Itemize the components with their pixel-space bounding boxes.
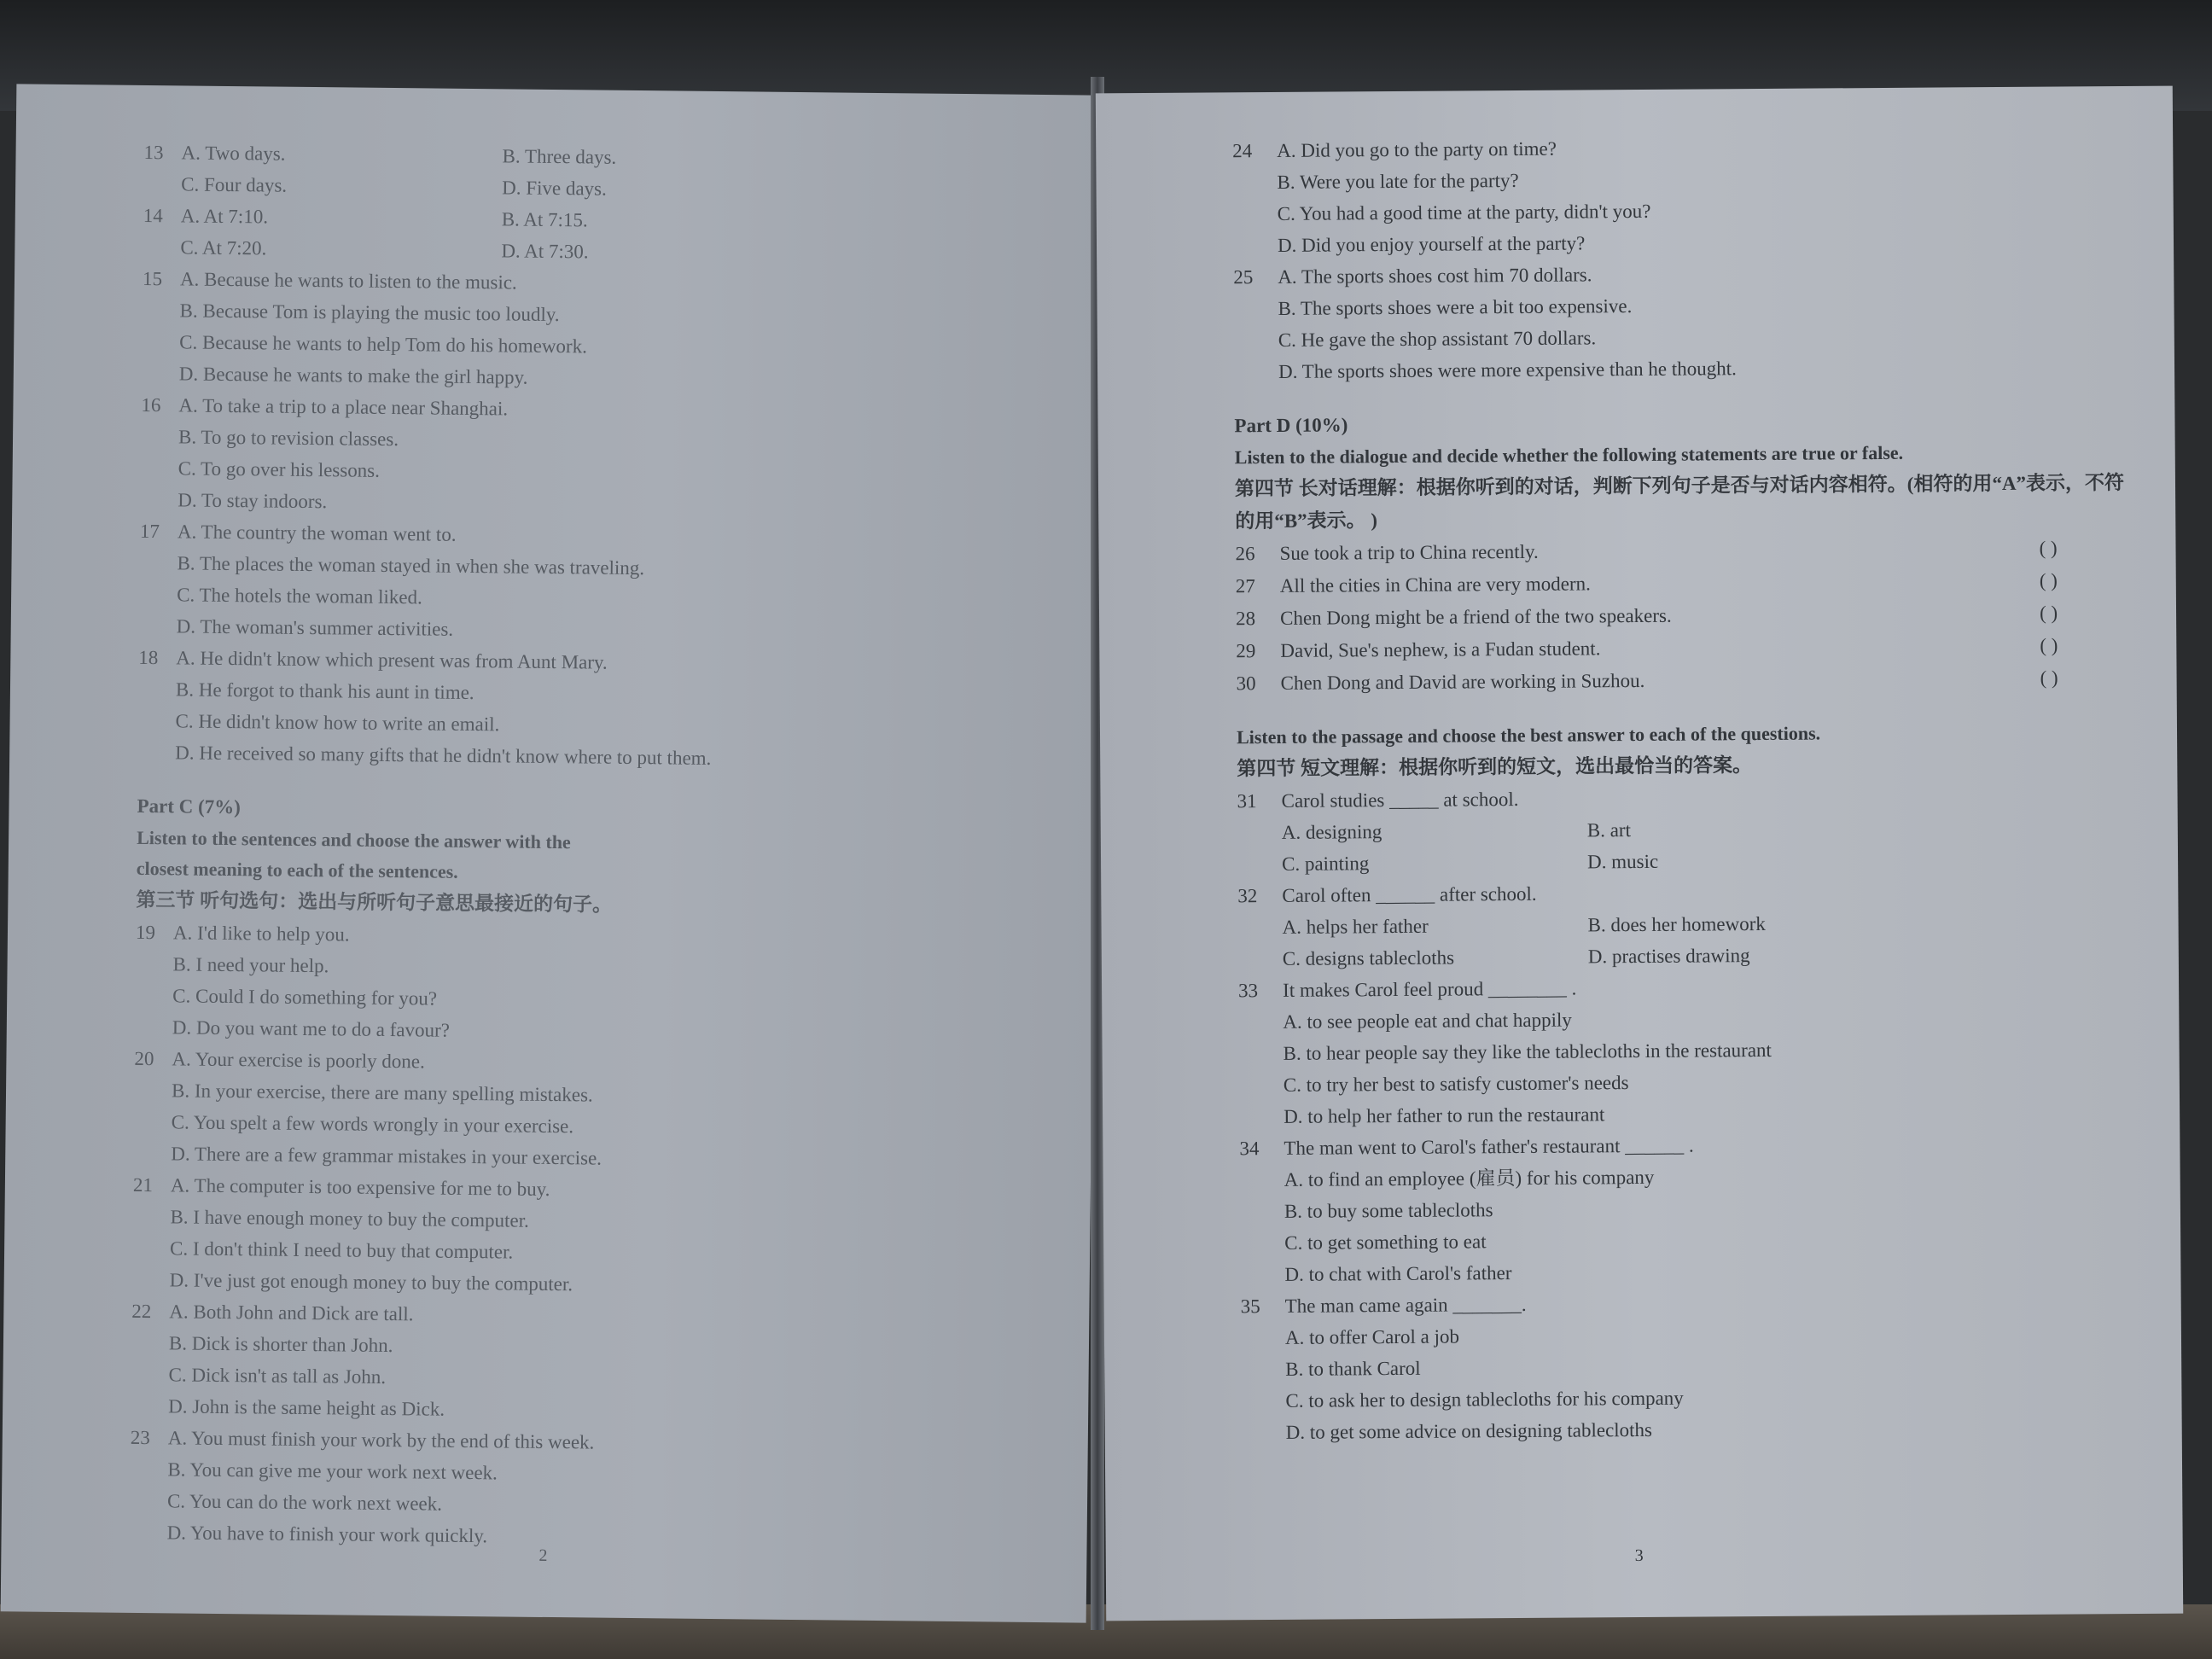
option: A. You must finish your work by the end of this week. [167, 1427, 595, 1453]
option: A. I'd like to help you. [172, 922, 350, 946]
answer-blank: ( ) [2039, 602, 2058, 624]
option: A. The sports shoes cost him 70 dollars. [1278, 264, 1592, 288]
option: C. To go over his lessons. [178, 457, 381, 481]
option: D. to help her father to run the restaurant [1284, 1103, 1605, 1127]
question-number: 17 [139, 520, 160, 543]
question-item [142, 263, 1066, 399]
question-line [1233, 255, 2139, 293]
question-number: 26 [1235, 543, 1255, 565]
question-number: 35 [1240, 1295, 1260, 1318]
part-c-instruction: Listen to the sentences and choose the answer with the closest meaning to each of the sentences. [136, 826, 571, 882]
option: D. Because he wants to make the girl happy. [178, 363, 528, 388]
question-item [143, 137, 1068, 209]
question-stem: Carol often ______ after school. [1282, 882, 1537, 906]
question-number: 34 [1239, 1138, 1260, 1160]
answer-blank: ( ) [2040, 667, 2058, 689]
option: C. At 7:20. [180, 236, 267, 259]
option: C. You can do the work next week. [166, 1490, 443, 1515]
question-number: 31 [1237, 790, 1257, 812]
option: C. You spelt a few words wrongly in your exercise. [171, 1111, 574, 1138]
passage-instruction: Listen to the passage and choose the best answer to each of the questions. [1236, 722, 1821, 748]
option: B. Were you late for the party? [1277, 169, 1519, 193]
option-a: A. At 7:10. [180, 205, 269, 228]
part-c-instruction-cn: 第三节 听句选句：选出与所听句子意思最接近的句子。 [136, 888, 613, 916]
option: A. to see people eat and chat happily [1283, 1009, 1572, 1033]
question-item [143, 200, 1067, 272]
option: B. I have enough money to buy the computer. [170, 1206, 529, 1231]
question-item [139, 515, 1063, 651]
part-d-title: Part D (10%) [1234, 414, 1348, 437]
option: B. art [1586, 819, 1632, 841]
option: A. Did you go to the party on time? [1277, 137, 1557, 161]
answer-blank: ( ) [2039, 537, 2058, 559]
option: B. to buy some tablecloths [1284, 1199, 1493, 1222]
question-line [1237, 779, 2143, 817]
option: B. In your exercise, there are many spelling mistakes. [171, 1080, 593, 1106]
question-number: 20 [134, 1047, 154, 1070]
passage-instruction-cn: 第四节 短文理解：根据你听到的短文，选出最恰当的答案。 [1237, 754, 1753, 780]
statement-text: All the cities in China are very modern. [1279, 573, 1591, 597]
option: D. Did you enjoy yourself at the party? [1277, 232, 1586, 256]
option: C. Dick isn't as tall as John. [168, 1364, 387, 1388]
option: B. does her homework [1587, 912, 1766, 936]
question-item [135, 917, 1059, 1052]
left-questions-top [137, 137, 1068, 777]
question-stem: Carol studies _____ at school. [1281, 788, 1519, 812]
question-item [140, 389, 1064, 525]
option: A. Your exercise is poorly done. [172, 1048, 425, 1073]
question-item [1232, 129, 2139, 261]
option: C. painting [1281, 853, 1370, 875]
option: D. practises drawing [1587, 945, 1750, 968]
question-stem: It makes Carol feel proud ________ . [1283, 977, 1577, 1001]
option: B. To go to revision classes. [178, 426, 399, 451]
option: C. designs tablecloths [1282, 946, 1455, 969]
statement-text: Chen Dong and David are working in Suzhou. [1280, 669, 1645, 694]
question-number: 22 [131, 1300, 152, 1323]
question-item [137, 642, 1062, 777]
question-item [1238, 969, 2145, 1132]
option: D. music [1586, 850, 1659, 873]
question-number: 18 [138, 646, 159, 669]
question-number: 29 [1236, 640, 1256, 662]
question-item [129, 1422, 1053, 1557]
left-questions-bottom [129, 917, 1059, 1557]
option: A. helps her father [1282, 915, 1429, 938]
question-item [133, 1043, 1057, 1179]
statement-text: Sue took a trip to China recently. [1279, 540, 1539, 564]
right-questions-bottom [1237, 779, 2147, 1448]
question-line [1241, 1284, 2147, 1322]
option: B. I need your help. [172, 953, 329, 977]
question-number: 15 [142, 267, 163, 290]
option-a: A. Two days. [181, 142, 286, 165]
option: B. Dick is shorter than John. [168, 1332, 393, 1357]
question-item [131, 1295, 1055, 1431]
option: C. to try her best to satisfy customer's needs [1283, 1072, 1629, 1096]
option: C. He gave the shop assistant 70 dollars. [1278, 327, 1597, 351]
option: A. to find an employee (雇员) for his company [1284, 1166, 1655, 1190]
passage-section [1237, 716, 2143, 785]
question-number: 13 [143, 141, 164, 164]
question-line [1239, 1126, 2145, 1164]
question-number: 23 [130, 1426, 150, 1449]
question-stem: The man went to Carol's father's restaurant ______ . [1284, 1134, 1694, 1159]
question-number: 33 [1238, 980, 1259, 1002]
option: D. At 7:30. [501, 240, 589, 263]
question-item [132, 1169, 1057, 1305]
page-number: 2 [538, 1545, 548, 1565]
option: D. to get some advice on designing tablecloths [1285, 1418, 1653, 1443]
question-number: 30 [1236, 672, 1256, 695]
part-d-instruction-cn: 第四节 长对话理解：根据你听到的对话，判断下列句子是否与对话内容相符。(相符的用“A”表示，不符的用“B”表示。 ) [1234, 472, 2125, 533]
question-number: 24 [1232, 140, 1253, 162]
option: C. He didn't know how to write an email. [175, 710, 500, 736]
question-stem: The man came again _______. [1284, 1293, 1527, 1317]
option: A. to offer Carol a job [1284, 1325, 1460, 1348]
option: D. The woman's summer activities. [176, 615, 454, 640]
statement-row [1236, 661, 2142, 700]
option: D. There are a few grammar mistakes in your exercise. [171, 1143, 602, 1169]
option-b: B. At 7:15. [501, 208, 588, 231]
option: A. Because he wants to listen to the music. [179, 268, 517, 294]
page-number: 3 [1634, 1545, 1644, 1566]
option: D. He received so many gifts that he didn't know where to put them. [175, 742, 712, 769]
option: D. To stay indoors. [178, 489, 328, 513]
right-page [1096, 86, 2183, 1621]
question-number: 16 [141, 393, 161, 416]
option-b: B. Three days. [502, 145, 617, 168]
question-number: 21 [132, 1173, 154, 1196]
option: B. Because Tom is playing the music too loudly. [179, 300, 560, 326]
answer-blank: ( ) [2039, 569, 2058, 591]
option: D. I've just got enough money to buy the computer. [169, 1269, 573, 1295]
question-number: 27 [1235, 575, 1255, 597]
question-number: 32 [1237, 885, 1258, 907]
statement-text: Chen Dong might be a friend of the two speakers. [1279, 604, 1672, 629]
part-d-instruction: Listen to the dialogue and decide whether the following statements are true or false. [1234, 441, 1904, 469]
option: A. The country the woman went to. [177, 521, 457, 545]
question-line [1232, 129, 2139, 166]
part-c-section [136, 790, 1060, 926]
option: A. He didn't know which present was from Aunt Mary. [176, 647, 608, 673]
option: A. designing [1281, 821, 1382, 843]
option: D. Do you want me to do a favour? [172, 1016, 451, 1041]
option: C. Could I do something for you? [172, 985, 438, 1010]
option: B. You can give me your work next week. [167, 1458, 498, 1484]
question-line [1238, 969, 2145, 1006]
statement-text: David, Sue's nephew, is a Fudan student. [1280, 637, 1601, 661]
option: C. to get something to eat [1284, 1231, 1487, 1254]
true-false-list [1235, 532, 2142, 700]
option: B. to thank Carol [1285, 1357, 1421, 1380]
question-item [1237, 779, 2144, 880]
option: D. The sports shoes were more expensive than he thought. [1278, 358, 1737, 382]
right-questions-top [1232, 129, 2140, 387]
option: D. to chat with Carol's father [1284, 1262, 1512, 1285]
option: C. I don't think I need to buy that computer. [169, 1237, 514, 1263]
question-item [1237, 874, 2145, 975]
option: B. He forgot to thank his aunt in time. [175, 678, 474, 704]
option: A. Both John and Dick are tall. [169, 1301, 414, 1325]
option: C. Because he wants to help Tom do his homework. [179, 331, 588, 358]
question-number: 19 [135, 921, 156, 944]
answer-blank: ( ) [2040, 634, 2058, 656]
option: B. The sports shoes were a bit too expensive. [1278, 295, 1633, 319]
option: C. You had a good time at the party, didn't you? [1277, 200, 1651, 224]
question-line [1237, 874, 2144, 911]
option: A. To take a trip to a place near Shanghai. [178, 394, 509, 420]
question-number: 14 [143, 204, 163, 227]
option: C. The hotels the woman liked. [177, 584, 422, 608]
part-c-title: Part C (7%) [137, 795, 242, 818]
question-number: 25 [1233, 266, 1254, 288]
option: D. John is the same height as Dick. [168, 1395, 445, 1420]
question-item [1233, 255, 2140, 387]
question-item [1239, 1126, 2146, 1290]
option: A. The computer is too expensive for me to buy. [170, 1174, 550, 1201]
option: D. Five days. [502, 177, 607, 200]
question-number: 28 [1235, 608, 1256, 630]
option: C. Four days. [181, 173, 288, 196]
part-d-section [1234, 404, 2141, 538]
option: C. to ask her to design tablecloths for his company [1285, 1387, 1684, 1412]
option: B. The places the woman stayed in when she was traveling. [177, 552, 645, 579]
option: D. You have to finish your work quickly. [166, 1522, 488, 1547]
left-page [1, 84, 1103, 1622]
question-item [1241, 1284, 2148, 1448]
option: B. to hear people say they like the tablecloths in the restaurant [1283, 1039, 1772, 1064]
